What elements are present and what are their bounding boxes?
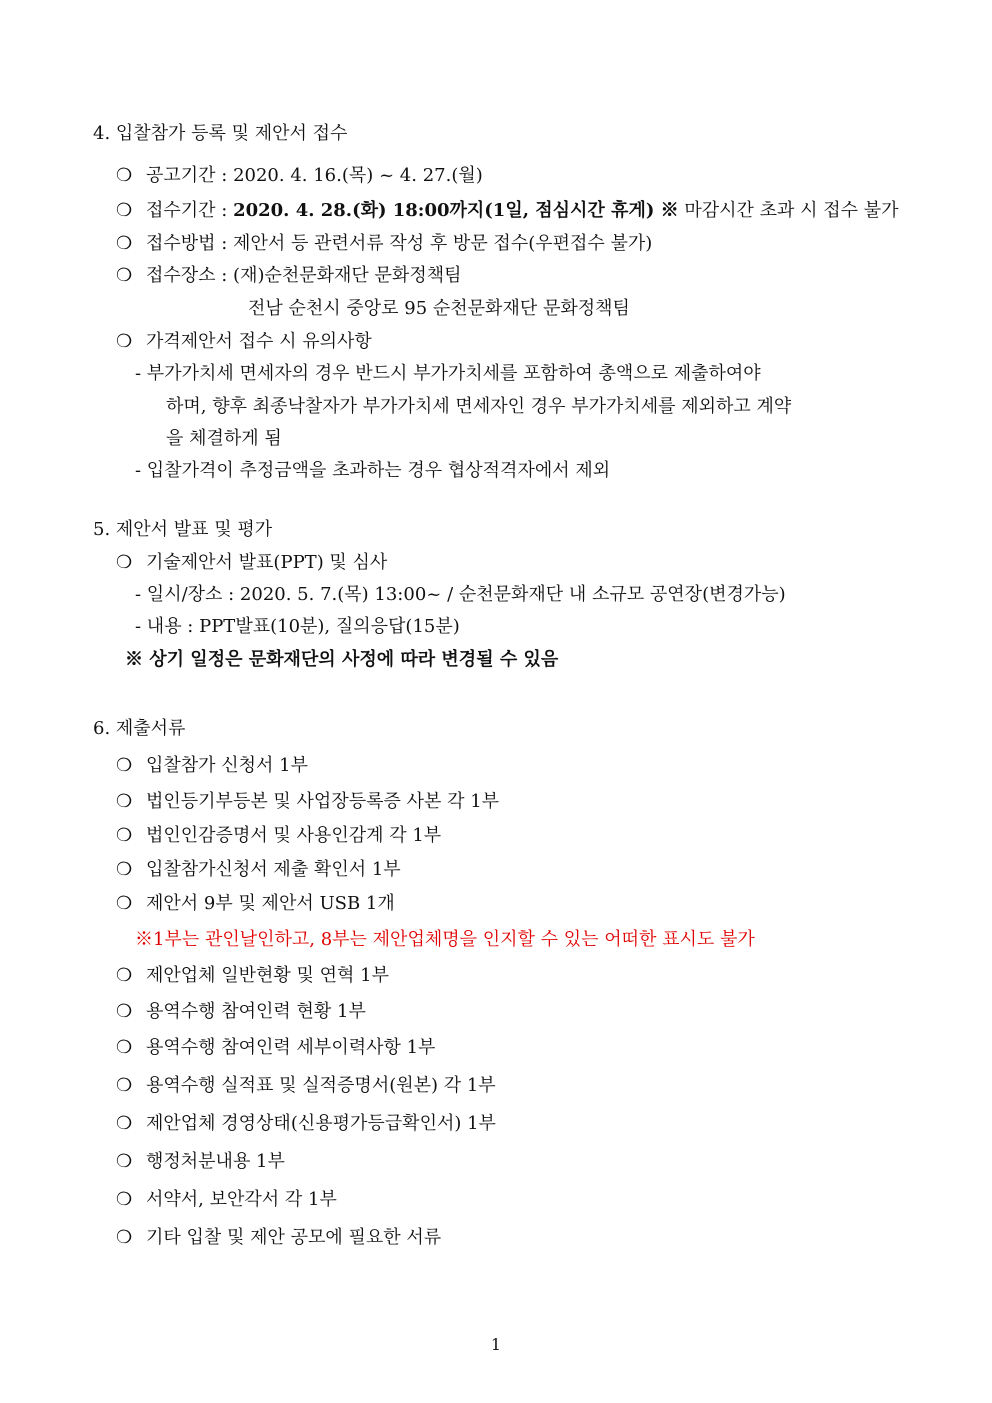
vat-line-1: - 부가가치세 면세자의 경우 반드시 부가가치세를 포함하여 총액으로 제출하여야	[135, 363, 761, 384]
receipt-address: 전남 순천시 중앙로 95 순천문화재단 문화정책팀	[248, 298, 630, 319]
bullet-icon: ❍	[116, 755, 133, 776]
schedule-notice: ※ 상기 일정은 문화재단의 사정에 따라 변경될 수 있음	[125, 649, 559, 670]
bullet-icon: ❍	[116, 1227, 133, 1248]
doc-item	[116, 790, 499, 814]
bullet-icon: ❍	[116, 1113, 133, 1134]
price-caution-text: 가격제안서 접수 시 유의사항	[146, 331, 372, 352]
doc-item-text: 기타 입찰 및 제안 공모에 필요한 서류	[146, 1227, 442, 1248]
section-6-heading: 6. 제출서류	[93, 718, 186, 739]
doc-item	[116, 1226, 441, 1250]
bullet-icon: ❍	[116, 1075, 133, 1096]
price-caution	[116, 330, 372, 354]
doc-item-text: 용역수행 참여인력 현황 1부	[146, 1001, 366, 1022]
doc-item-text: 법인인감증명서 및 사용인감계 각 1부	[146, 825, 442, 846]
vat-line-3: 을 체결하게 됨	[166, 428, 282, 449]
bullet-icon: ❍	[116, 893, 133, 914]
datetime-line: - 일시/장소 : 2020. 5. 7.(목) 13:00~ / 순천문화재단 내 소규모 공연장(변경가능)	[135, 584, 786, 605]
bullet-icon: ❍	[116, 552, 133, 573]
bullet-icon: ❍	[116, 331, 133, 352]
receipt-method	[116, 232, 652, 256]
doc-item-text: 행정처분내용 1부	[146, 1151, 285, 1172]
doc-item-text: 용역수행 참여인력 세부이력사항 1부	[146, 1037, 436, 1058]
doc-item	[116, 1188, 337, 1212]
receipt-note: 마감시간 초과 시 접수 불가	[678, 200, 899, 221]
bullet-icon: ❍	[116, 265, 133, 286]
bullet-icon: ❍	[116, 200, 133, 221]
bullet-icon: ❍	[116, 859, 133, 880]
bullet-icon: ❍	[116, 233, 133, 254]
receipt-place-text: 접수장소 : (재)순천문화재단 문화정책팀	[146, 265, 462, 286]
doc-item	[116, 964, 389, 988]
bullet-icon: ❍	[116, 1037, 133, 1058]
receipt-place	[116, 264, 461, 288]
doc-item-text: 입찰참가 신청서 1부	[146, 755, 308, 776]
receipt-value: 2020. 4. 28.(화) 18:00까지(1일, 점심시간 휴게) ※	[233, 200, 679, 221]
doc-item-text: 입찰참가신청서 제출 확인서 1부	[146, 859, 401, 880]
over-estimate-line: - 입찰가격이 추정금액을 초과하는 경우 협상적격자에서 제외	[135, 460, 611, 481]
tech-proposal	[116, 551, 387, 575]
bullet-icon: ❍	[116, 1189, 133, 1210]
bullet-icon: ❍	[116, 1001, 133, 1022]
receipt-period	[116, 199, 899, 223]
posting-value: 2020. 4. 16.(목) ~ 4. 27.(월)	[233, 165, 483, 186]
page-number: 1	[490, 1335, 502, 1354]
doc-item-text: 제안업체 경영상태(신용평가등급확인서) 1부	[146, 1113, 496, 1134]
vat-line-2: 하며, 향후 최종낙찰자가 부가가치세 면세자인 경우 부가가치세를 제외하고 계약	[166, 396, 792, 417]
content-line: - 내용 : PPT발표(10분), 질의응답(15분)	[135, 616, 460, 637]
doc-item	[116, 1150, 285, 1174]
posting-label: 공고기간 :	[146, 165, 234, 186]
doc-item	[116, 1036, 435, 1060]
section-4-heading: 4. 입찰참가 등록 및 제안서 접수	[93, 123, 348, 144]
receipt-label: 접수기간 :	[146, 200, 234, 221]
doc-item-text: 제안업체 일반현황 및 연혁 1부	[146, 965, 389, 986]
bullet-icon: ❍	[116, 825, 133, 846]
doc-item-text: 용역수행 실적표 및 실적증명서(원본) 각 1부	[146, 1075, 496, 1096]
seal-note: ※1부는 관인날인하고, 8부는 제안업체명을 인지할 수 있는 어떠한 표시도 불가	[135, 929, 755, 950]
doc-item	[116, 892, 395, 916]
bullet-icon: ❍	[116, 791, 133, 812]
posting-period	[116, 164, 483, 188]
doc-item-text: 서약서, 보안각서 각 1부	[146, 1189, 337, 1210]
receipt-method-text: 접수방법 : 제안서 등 관련서류 작성 후 방문 접수(우편접수 불가)	[146, 233, 653, 254]
doc-item	[116, 1000, 366, 1024]
doc-item	[116, 824, 441, 848]
doc-item-text: 제안서 9부 및 제안서 USB 1개	[146, 893, 395, 914]
section-5-heading: 5. 제안서 발표 및 평가	[93, 519, 273, 540]
bullet-icon: ❍	[116, 1151, 133, 1172]
doc-item	[116, 1074, 496, 1098]
tech-proposal-text: 기술제안서 발표(PPT) 및 심사	[146, 552, 388, 573]
bullet-icon: ❍	[116, 165, 133, 186]
bullet-icon: ❍	[116, 965, 133, 986]
doc-item	[116, 1112, 496, 1136]
doc-item	[116, 858, 401, 882]
doc-item	[116, 754, 308, 778]
doc-item-text: 법인등기부등본 및 사업장등록증 사본 각 1부	[146, 791, 500, 812]
